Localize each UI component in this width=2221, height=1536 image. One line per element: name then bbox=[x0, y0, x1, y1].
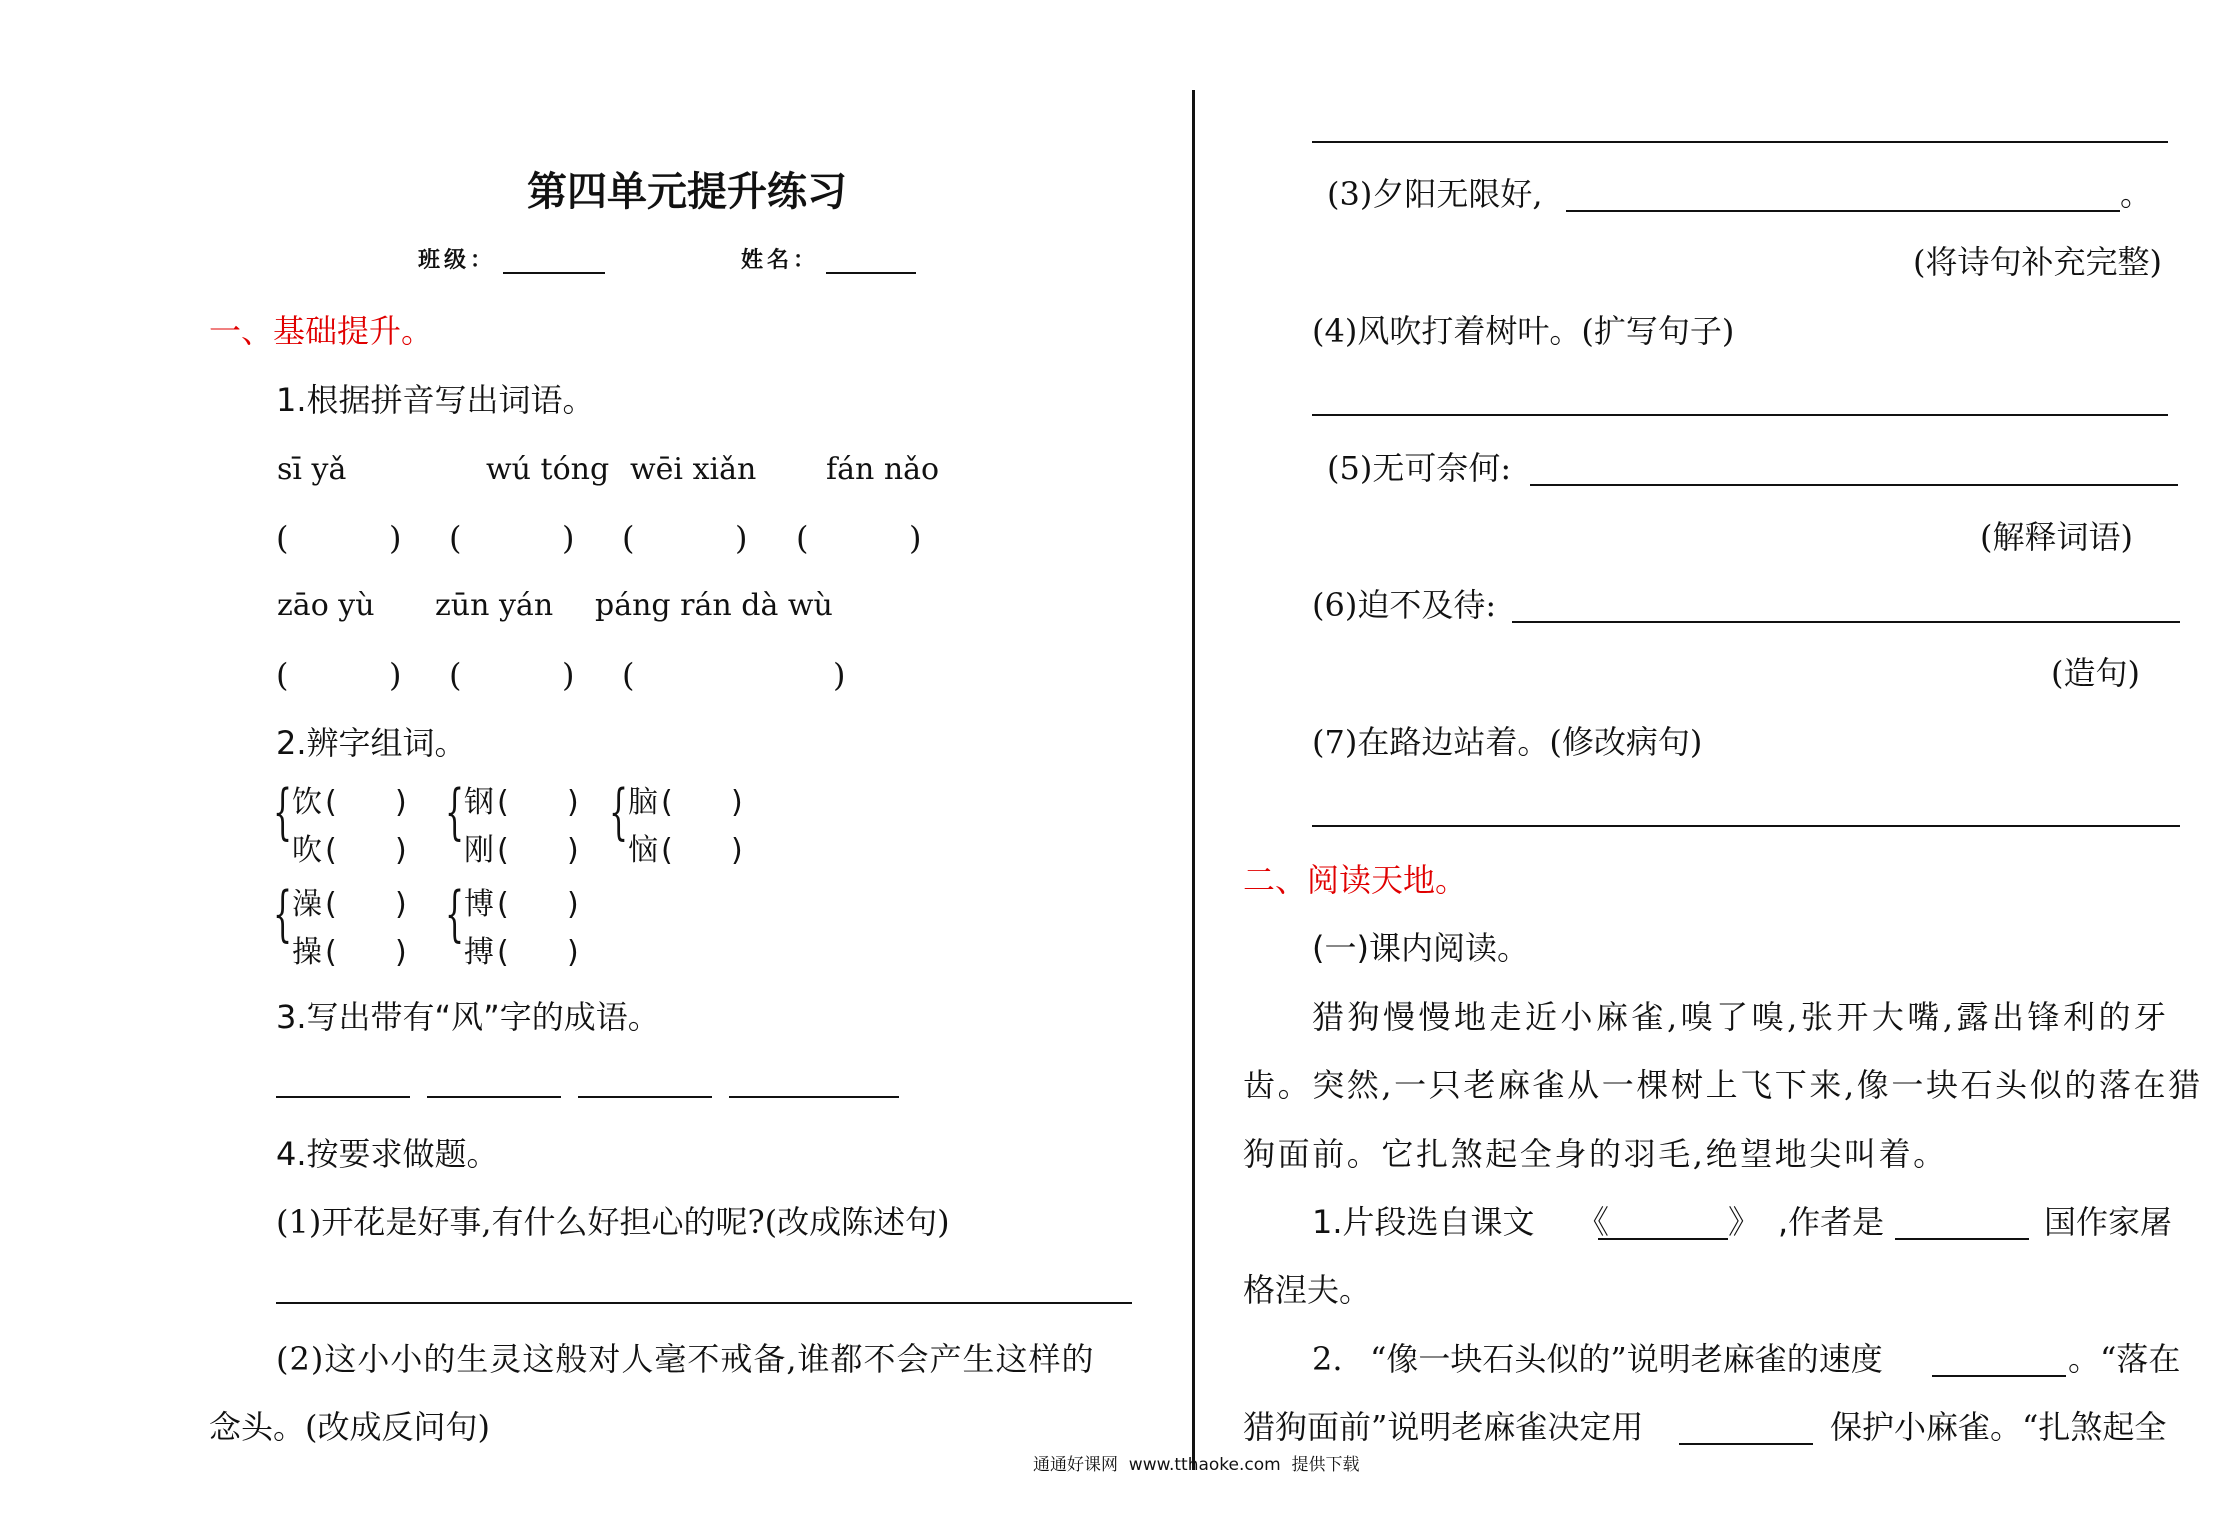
answer-blank[interactable] bbox=[644, 652, 828, 692]
q1-heading: 1.根据拼音写出词语。 bbox=[276, 381, 595, 419]
answer-line[interactable] bbox=[1312, 414, 2168, 416]
answer-line[interactable] bbox=[1312, 825, 2180, 827]
r1-text-author: ,作者是 bbox=[1778, 1203, 1885, 1241]
answer-line[interactable] bbox=[1932, 1375, 2066, 1377]
r1-text: 1.片段选自课文 bbox=[1312, 1203, 1535, 1241]
q4-heading: 4.按要求做题。 bbox=[276, 1135, 499, 1173]
answer-paren-open: ( bbox=[325, 935, 337, 970]
answer-blank[interactable] bbox=[818, 515, 904, 555]
answer-paren-open: ( bbox=[449, 519, 462, 557]
name-label: 姓名： bbox=[741, 248, 820, 273]
answer-blank[interactable] bbox=[298, 652, 384, 692]
pinyin: fán nǎo bbox=[826, 452, 940, 487]
answer-line[interactable] bbox=[276, 1302, 1132, 1304]
q4-3-end: 。 bbox=[2120, 175, 2153, 213]
q4-6-note: (造句) bbox=[2051, 654, 2140, 692]
answer-line[interactable] bbox=[1598, 1238, 1728, 1240]
answer-line[interactable] bbox=[729, 1096, 899, 1098]
answer-paren-close: ) bbox=[389, 656, 402, 694]
footer-credit: 通通好课网 www.tthaoke.com 提供下载 bbox=[1033, 1455, 1360, 1475]
pinyin: wú tóng bbox=[486, 452, 610, 487]
answer-paren-close: ) bbox=[567, 887, 579, 922]
brace: { bbox=[609, 777, 629, 847]
answer-line[interactable] bbox=[427, 1096, 561, 1098]
r1-text-cont: 格涅夫。 bbox=[1243, 1271, 1372, 1309]
answer-line[interactable] bbox=[276, 1096, 410, 1098]
section-1-heading: 一、基础提升。 bbox=[209, 312, 434, 350]
answer-paren-close: ) bbox=[567, 785, 579, 820]
brace: { bbox=[273, 777, 293, 847]
answer-paren-open: ( bbox=[661, 833, 673, 868]
r2-text-cont: 。“落在 bbox=[2068, 1340, 2181, 1378]
answer-paren-open: ( bbox=[796, 519, 809, 557]
answer-line[interactable] bbox=[1566, 210, 2120, 212]
answer-paren-open: ( bbox=[497, 833, 509, 868]
answer-paren-close: ) bbox=[389, 519, 402, 557]
char: 钢 bbox=[464, 785, 494, 820]
answer-line[interactable] bbox=[1512, 621, 2180, 623]
answer-blank[interactable] bbox=[644, 515, 730, 555]
answer-paren-close: ) bbox=[395, 833, 407, 868]
pinyin: páng rán dà wù bbox=[595, 588, 833, 623]
reading-sub-heading: (一)课内阅读。 bbox=[1312, 929, 1529, 967]
q3-heading: 3.写出带有“风”字的成语。 bbox=[276, 998, 660, 1036]
r1-book-close: 》 bbox=[1728, 1203, 1761, 1241]
q4-2-text: (2)这小小的生灵这般对人毫不戒备,谁都不会产生这样的 bbox=[276, 1340, 1095, 1378]
class-label: 班级： bbox=[418, 248, 497, 273]
answer-paren-open: ( bbox=[325, 833, 337, 868]
r1-book-open: 《 bbox=[1577, 1203, 1610, 1241]
answer-paren-open: ( bbox=[449, 656, 462, 694]
r2-text-line2: 猎狗面前”说明老麻雀决定用 bbox=[1243, 1408, 1644, 1446]
answer-paren-close: ) bbox=[395, 935, 407, 970]
r1-text-nation: 国作家屠 bbox=[2044, 1203, 2173, 1241]
brace: { bbox=[445, 777, 465, 847]
name-field[interactable] bbox=[826, 272, 916, 274]
answer-paren-open: ( bbox=[276, 519, 289, 557]
r2-num: 2. bbox=[1312, 1340, 1343, 1378]
q4-6-text: (6)迫不及待: bbox=[1312, 586, 1497, 624]
answer-paren-open: ( bbox=[497, 935, 509, 970]
answer-blank[interactable] bbox=[298, 515, 384, 555]
r2-text-line2-cont: 保护小麻雀。“扎煞起全 bbox=[1830, 1408, 2167, 1446]
passage-line: 狗面前。它扎煞起全身的羽毛,绝望地尖叫着。 bbox=[1243, 1135, 1948, 1173]
brace: { bbox=[445, 879, 465, 949]
answer-paren-open: ( bbox=[325, 785, 337, 820]
q4-4-text: (4)风吹打着树叶。(扩写句子) bbox=[1312, 312, 1735, 350]
char: 饮 bbox=[292, 785, 322, 820]
q2-heading: 2.辨字组词。 bbox=[276, 724, 467, 762]
q4-5-text: (5)无可奈何: bbox=[1327, 449, 1512, 487]
passage-line: 齿。突然,一只老麻雀从一棵树上飞下来,像一块石头似的落在猎 bbox=[1243, 1066, 2203, 1104]
char: 澡 bbox=[292, 887, 322, 922]
answer-paren-close: ) bbox=[562, 519, 575, 557]
answer-paren-open: ( bbox=[497, 785, 509, 820]
char: 恼 bbox=[628, 833, 658, 868]
pinyin: zāo yù bbox=[277, 588, 375, 623]
answer-line[interactable] bbox=[578, 1096, 712, 1098]
q4-1-text: (1)开花是好事,有什么好担心的呢?(改成陈述句) bbox=[276, 1203, 950, 1241]
passage-line: 猎狗慢慢地走近小麻雀,嗅了嗅,张开大嘴,露出锋利的牙 bbox=[1312, 998, 2170, 1036]
answer-blank[interactable] bbox=[471, 652, 557, 692]
brace: { bbox=[273, 879, 293, 949]
q4-3-note: (将诗句补充完整) bbox=[1913, 243, 2162, 281]
r2-text: “像一块石头似的”说明老麻雀的速度 bbox=[1370, 1340, 1883, 1378]
answer-line[interactable] bbox=[1312, 141, 2168, 143]
class-field[interactable] bbox=[503, 272, 605, 274]
pinyin: wēi xiǎn bbox=[630, 452, 757, 487]
char: 脑 bbox=[628, 785, 658, 820]
pinyin: zūn yán bbox=[435, 588, 554, 623]
answer-paren-open: ( bbox=[622, 519, 635, 557]
answer-paren-close: ) bbox=[833, 656, 846, 694]
char: 博 bbox=[464, 887, 494, 922]
char: 操 bbox=[292, 935, 322, 970]
char: 吹 bbox=[292, 833, 322, 868]
char: 搏 bbox=[464, 935, 494, 970]
q4-3-text: (3)夕阳无限好, bbox=[1327, 175, 1543, 213]
answer-paren-open: ( bbox=[622, 656, 635, 694]
answer-paren-close: ) bbox=[562, 656, 575, 694]
answer-paren-close: ) bbox=[567, 833, 579, 868]
q4-5-note: (解释词语) bbox=[1980, 518, 2133, 556]
answer-line[interactable] bbox=[1895, 1238, 2029, 1240]
answer-paren-open: ( bbox=[325, 887, 337, 922]
answer-line[interactable] bbox=[1679, 1443, 1813, 1445]
answer-paren-close: ) bbox=[909, 519, 922, 557]
pinyin: sī yǎ bbox=[277, 452, 347, 487]
answer-line[interactable] bbox=[1530, 484, 2178, 486]
answer-paren-open: ( bbox=[497, 887, 509, 922]
answer-paren-open: ( bbox=[661, 785, 673, 820]
answer-paren-close: ) bbox=[567, 935, 579, 970]
page-title: 第四单元提升练习 bbox=[527, 169, 847, 215]
answer-blank[interactable] bbox=[471, 515, 557, 555]
answer-paren-close: ) bbox=[395, 887, 407, 922]
answer-paren-close: ) bbox=[731, 833, 743, 868]
char: 刚 bbox=[464, 833, 494, 868]
section-2-heading: 二、阅读天地。 bbox=[1243, 861, 1468, 899]
answer-paren-close: ) bbox=[731, 785, 743, 820]
answer-paren-open: ( bbox=[276, 656, 289, 694]
answer-paren-close: ) bbox=[395, 785, 407, 820]
q4-2-text-cont: 念头。(改成反问句) bbox=[209, 1408, 490, 1446]
column-divider bbox=[1192, 90, 1195, 1470]
q4-7-text: (7)在路边站着。(修改病句) bbox=[1312, 723, 1703, 761]
answer-paren-close: ) bbox=[735, 519, 748, 557]
